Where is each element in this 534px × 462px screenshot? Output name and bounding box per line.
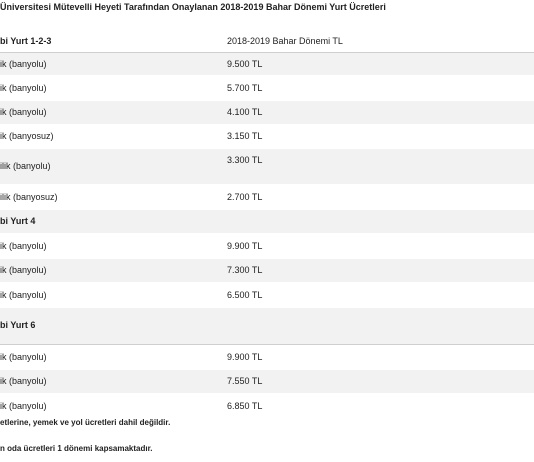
fee-value: 2.700 TL <box>227 192 263 202</box>
room-type: ik (banyolu) <box>0 352 47 362</box>
page-title: Üniversitesi Mütevelli Heyeti Tarafından Onaylanan 2018-2019 Bahar Dönemi Yurt Ücretleri <box>0 2 386 12</box>
table-row <box>0 345 534 370</box>
fee-table <box>0 30 534 419</box>
room-type: ik (banyolu) <box>0 241 47 251</box>
fee-value: 9.900 TL <box>227 352 263 362</box>
fee-value: 6.500 TL <box>227 290 263 300</box>
fee-value: 3.300 TL <box>227 155 263 165</box>
table-row <box>0 125 534 149</box>
table-row <box>0 234 534 259</box>
fee-value: 9.900 TL <box>227 241 263 251</box>
table-row <box>0 210 534 234</box>
table-row <box>0 76 534 101</box>
room-type: ilik (banyolu) <box>0 161 51 171</box>
footnote-1: etlerine, yemek ve yol ücretleri dahil değildir. <box>0 418 171 427</box>
room-type: ik (banyolu) <box>0 265 47 275</box>
table-header-left: bi Yurt 1-2-3 <box>0 36 52 46</box>
table-header-row <box>0 30 534 53</box>
room-type: ik (banyolu) <box>0 401 47 411</box>
table-row <box>0 149 534 185</box>
section-heading: bi Yurt 4 <box>0 216 36 226</box>
section-heading: bi Yurt 6 <box>0 320 36 330</box>
table-row <box>0 370 534 394</box>
fee-value: 7.550 TL <box>227 376 263 386</box>
table-row <box>0 185 534 210</box>
room-type: ik (banyolu) <box>0 107 47 117</box>
fee-value: 7.300 TL <box>227 265 263 275</box>
fee-value: 5.700 TL <box>227 83 263 93</box>
fee-value: 4.100 TL <box>227 107 263 117</box>
room-type: ilik (banyosuz) <box>0 192 58 202</box>
fee-value: 6.850 TL <box>227 401 263 411</box>
table-row <box>0 308 534 345</box>
table-header-right: 2018-2019 Bahar Dönemi TL <box>227 36 343 46</box>
room-type: ik (banyolu) <box>0 83 47 93</box>
room-type: ik (banyolu) <box>0 290 47 300</box>
table-row <box>0 101 534 125</box>
fee-value: 3.150 TL <box>227 131 263 141</box>
room-type: ik (banyolu) <box>0 376 47 386</box>
table-row <box>0 53 534 76</box>
table-row <box>0 259 534 283</box>
footnote-2: n oda ücretleri 1 dönemi kapsamaktadır. <box>0 444 153 453</box>
table-row <box>0 394 534 419</box>
room-type: ik (banyolu) <box>0 59 47 69</box>
table-row <box>0 283 534 308</box>
fee-value: 9.500 TL <box>227 59 263 69</box>
room-type: ik (banyosuz) <box>0 131 54 141</box>
